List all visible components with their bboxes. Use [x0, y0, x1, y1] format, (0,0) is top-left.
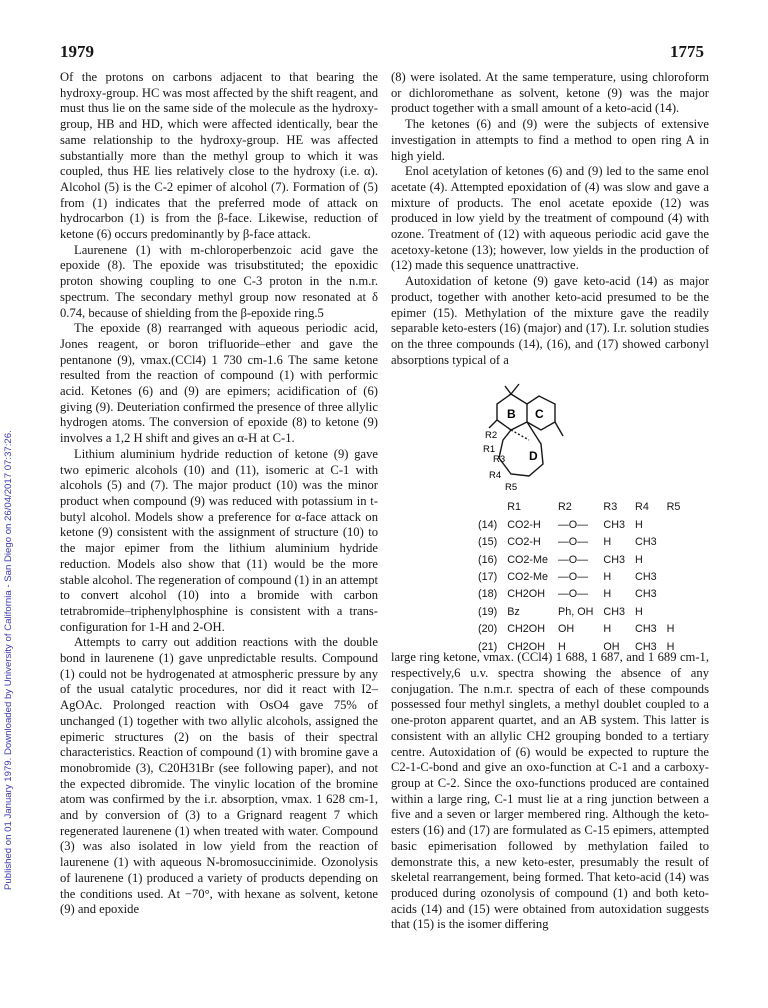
table-cell-r1: CO2-Me [507, 570, 548, 583]
table-cell-r5: H [666, 640, 675, 653]
table-cell-r1: CH2OH [507, 623, 545, 636]
table-header-row [473, 500, 685, 517]
table-cell-r2: —O— [558, 570, 588, 583]
paragraph: (8) were isolated. At the same temperature, using chloroform or dichloromethane as solvent, ketone (9) was the major product together with a small amount of a keto-acid (14). [391, 70, 709, 116]
paragraph: Lithium aluminium hydride reduction of ketone (9) gave two epimeric alcohols (10) and (11), isomeric at C-1 with alcohols (5) and (7). The major product (10) was the minor product when compound (9) was reduced with potassium in t-butyl alcohol. Models show a preference for α-face attack on ketone (9) consistent with the assignment of structure (10) to the major epimer from the lithium aluminium hydride reduction. Models also show that (11) would be the more stable alcohol. The regeneration of compound (1) in an attempt to convert alcohol (10) into a bromide with carbon tetrabromide–triphenylphosphine is consistent with a trans-configuration for 1-H and 2-OH. [60, 446, 379, 634]
table-cell-r1: CH2OH [507, 588, 545, 601]
table-cell-r1: CH2OH [507, 640, 545, 653]
table-cell-r2: —O— [558, 536, 588, 549]
structure-figure [391, 378, 709, 653]
column-header: R1 [507, 501, 522, 514]
table-cell-num: (18) [478, 588, 498, 601]
table-cell-r5 [662, 535, 686, 552]
skeletal-structure-diagram [431, 378, 601, 496]
paragraph: The epoxide (8) rearranged with aqueous periodic acid, Jones reagent, or boron trifluoride–ether and gave the pentanone (9), νmax.(CCl4) 1 730 cm-1.6 The same ketone resulted from the reaction of compound (1) with performic acid. Ketones (6) and (9) are epimers; acidification of (6) giving (9). Deuteriation confirmed the presence of three allylic hydrogen atoms. The conversion of epoxide (8) to ketone (9) involves a 1,2 H shift and gives an α-H at C-1. [60, 321, 378, 446]
table-cell-r3: H [603, 570, 612, 583]
table-cell-r4: CH3 [635, 640, 657, 653]
substituent-label-r4: R4 [489, 470, 502, 482]
table-cell-r4: CH3 [635, 570, 657, 583]
table-cell-r4: H [635, 518, 643, 531]
table-cell-r1: CO2-H [507, 536, 541, 549]
download-notice-sidebar [2, 120, 20, 890]
table-cell-r2: —O— [558, 588, 588, 601]
table-cell-r4: CH3 [635, 536, 657, 549]
table-cell-r3: H [603, 588, 612, 601]
table-cell-r3: H [603, 623, 612, 636]
table-cell-r3: CH3 [603, 553, 626, 566]
table-cell-r2: —O— [558, 553, 588, 566]
substituent-label-r5: R5 [505, 482, 518, 494]
paragraph: Laurenene (1) with m-chloroperbenzoic acid gave the epoxide (8). The epoxide was trisubstituted; the epoxidic proton showing coupling to one C-3 proton in the n.m.r. spectrum. The secondary methyl group now resonated at δ 0.74, because of shielding from the β-epoxide ring.5 [60, 242, 378, 320]
table-cell-r2: —O— [558, 518, 588, 531]
paragraph: Attempts to carry out addition reactions with the double bond in laurenene (1) gave unpredictable results. Compound (1) could not be hydrogenated at atmospheric pressure by any of the usual catalytic procedures, nor did it react with I2–AgOAc. Prolonged reaction with OsO4 gave 75% of unchanged (1) together with two allylic alcohols, assigned the epimeric structures (2) on the basis of their spectral characteristics. Reaction of compound (1) with bromine gave a monobromide (3), C20H31Br (see following paper), and not the expected dibromide. The vinylic location of the bromine atom was confirmed by the i.r. absorption, νmax. 1 628 cm-1, and by conversion of (3) to a Grignard reagent 7 which regenerated laurenene (1) when treated with water. Compound (3) was also isolated in low yield from the reaction of laurenene (1) with aqueous N-bromosuccinimide. Ozonolysis of laurenene (1) produced a variety of products depending on the conditions used. At −70°, with hexane as solvent, ketone (9) and epoxide [60, 635, 378, 917]
table-cell-r5 [662, 587, 686, 604]
table-cell-r5 [662, 605, 686, 622]
paragraph: Enol acetylation of ketones (6) and (9) led to the same enol acetate (4). Attempted epoxidation of (4) was slow and gave a mixture of products. The enol acetate epoxide (12) was produced in low yield by the treatment of compound (4) with ozone. Treatment of (12) with aqueous periodic acid gave the acetoxy-ketone (13); however, low yields in the production of (12) made this sequence unattractive. [391, 164, 709, 273]
table-cell-num: (17) [478, 570, 498, 583]
table-row [473, 622, 685, 639]
column-header: R2 [558, 501, 572, 514]
table-cell-r1: Bz [507, 605, 520, 618]
table-cell-r4: CH3 [635, 588, 657, 601]
table-cell-r3: CH3 [603, 605, 626, 618]
paragraph: large ring ketone, νmax. (CCl4) 1 688, 1 687, and 1 689 cm-1, respectively,6 u.v. spectra showing the absence of any conjugation. The n.m.r. spectra of each of these compounds possessed four methyl singlets, a methyl doublet coupled to a one-proton apparent quartet, and an AB system. This latter is consistent with an allylic CH2 grouping bonded to a tertiary centre. Autoxidation of (6) would be expected to rupture the C2-1-C-bond and give an oxo-function at C-1 and a carboxy-group at C-2. Since the oxo-functions produced are contained within a large ring, C-1 must lie at a ring junction between a five and a seven or larger membered ring. Although the keto-esters (16) and (17) are formulated as C-15 epimers, attempted basic epimerisation followed by methylation failed to demonstrate this, a new keto-ester, presumably the result of skeletal rearrangement, being formed. That keto-acid (14) was produced during ozonolysis of compound (1) and both keto-acids (14) and (15) were obtained from autoxidation suggests that (15) is the isomer differing [391, 650, 709, 932]
substituent-label-r2: R2 [485, 430, 498, 442]
table-cell-num: (14) [478, 518, 498, 531]
page-number: 1775 [670, 42, 704, 61]
table-cell-r2: H [558, 640, 566, 653]
ring-label-b: B [507, 407, 516, 422]
table-cell-r2: Ph, OH [558, 605, 594, 618]
table-cell-num: (16) [478, 553, 498, 566]
substituent-table [473, 500, 685, 657]
paragraph: The ketones (6) and (9) were the subjects of extensive investigation in attempts to find a method to open ring A in high yield. [391, 117, 709, 163]
column-header: R3 [603, 501, 618, 514]
column-header: R5 [666, 501, 681, 514]
substituent-label-r1: R1 [483, 444, 496, 456]
table-cell-r4: H [635, 553, 643, 566]
table-cell-r4: H [635, 605, 643, 618]
journal-year: 1979 [60, 42, 94, 61]
table-cell-r3: CH3 [603, 518, 626, 531]
table-row [473, 535, 685, 552]
table-cell-r1: CO2-Me [507, 553, 548, 566]
table-row [473, 640, 685, 657]
table-row [473, 605, 685, 622]
ring-label-c: C [535, 407, 544, 422]
table-cell-num: (19) [478, 605, 498, 618]
table-cell-r5 [662, 553, 686, 570]
paragraph: Autoxidation of ketone (9) gave keto-acid (14) as major product, together with another keto-acid presumed to be the epimer (15). Methylation of the mixture gave the readily separable keto-esters (16) (major) and (17). I.r. solution studies on the three compounds (14), (16), and (17) showed carbonyl absorptions typical of a [391, 274, 709, 367]
table-row [473, 553, 685, 570]
table-cell-num: (21) [478, 640, 498, 653]
table-row [473, 570, 685, 587]
table-cell-r5 [662, 570, 686, 587]
table-cell-r2: OH [558, 623, 575, 636]
table-cell-num: (15) [478, 536, 498, 549]
left-column [60, 70, 378, 918]
download-notice-text[interactable]: Published on 01 January 1979. Downloaded by University of California - San Diego on 26/04/2017 07:37:26. [3, 430, 14, 890]
column-header: R4 [635, 501, 649, 514]
table-row [473, 518, 685, 535]
substituent-label-r3: R3 [493, 454, 506, 466]
table-cell-num: (20) [478, 623, 498, 636]
table-row [473, 587, 685, 604]
paragraph: Of the protons on carbons adjacent to that bearing the hydroxy-group. HC was most affected by the shift reagent, and must thus lie on the same side of the molecule as the hydroxy-group, HB and HD, which were affected identically, bear the same relationship to the hydroxy-group. HE was affected substantially more than the methyl group to which it was coupled, thus HE lies relatively close to the hydroxy (i.e. α). Alcohol (5) is the C-2 epimer of alcohol (7). Formation of (5) from (1) indicates that the preferred mode of attack on hydrocarbon (1) is from the β-face. Likewise, reduction of ketone (6) occurs predominantly by β-face attack. [60, 70, 378, 242]
table-cell-r1: CO2-H [507, 518, 541, 531]
ring-label-d: D [529, 449, 538, 464]
right-column [391, 70, 709, 933]
table-cell-r5 [662, 518, 686, 535]
table-cell-r4: CH3 [635, 623, 657, 636]
table-cell-r5: H [666, 623, 675, 636]
table-cell-r3: H [603, 536, 612, 549]
table-cell-r3: OH [603, 640, 620, 653]
